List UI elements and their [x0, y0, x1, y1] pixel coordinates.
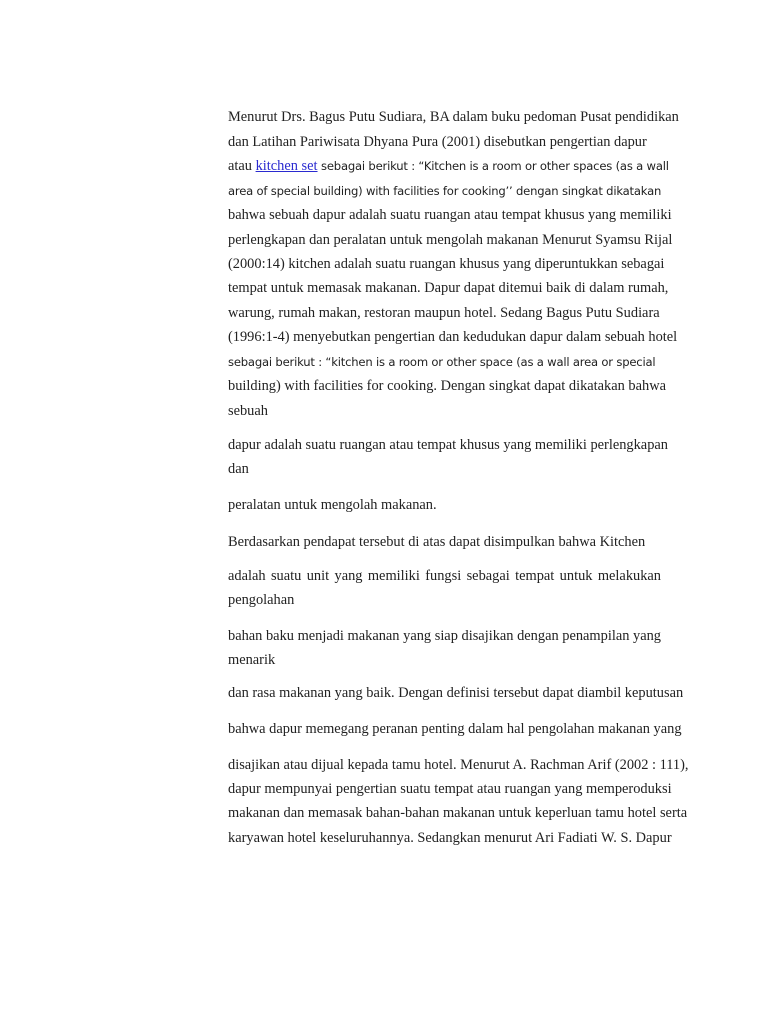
text-line: menarik — [228, 652, 276, 668]
text-line: karyawan hotel keseluruhannya. Sedangkan menurut Ari Fadiati W. S. Dapur — [228, 830, 672, 846]
text-line: dapur adalah suatu ruangan atau tempat khusus yang memiliki perlengkapan — [228, 437, 668, 453]
text-line: peralatan untuk mengolah makanan. — [228, 497, 437, 513]
text-line: pengolahan — [228, 592, 295, 608]
text-line: building) with facilities for cooking. Dengan singkat dapat dikatakan bahwa — [228, 378, 666, 394]
text-line — [228, 157, 669, 175]
text-line: dan rasa makanan yang baik. Dengan definisi tersebut dapat diambil keputusan — [228, 685, 684, 701]
text-line: perlengkapan dan peralatan untuk mengolah makanan Menurut Syamsu Rijal — [228, 232, 673, 248]
text-line: area of special building) with facilities for cooking’’ dengan singkat dikatakan — [228, 184, 662, 198]
text-line: adalah suatu unit yang memiliki fungsi sebagai tempat untuk melakukan — [228, 568, 661, 584]
text-segment: sebagai berikut : “Kitchen is a room or other spaces (as a wall — [317, 159, 669, 173]
text-line: warung, rumah makan, restoran maupun hotel. Sedang Bagus Putu Sudiara — [228, 305, 660, 321]
text-line: makanan dan memasak bahan-bahan makanan untuk keperluan tamu hotel serta — [228, 805, 688, 821]
text-line: bahan baku menjadi makanan yang siap disajikan dengan penampilan yang — [228, 628, 661, 644]
text-line: (2000:14) kitchen adalah suatu ruangan khusus yang diperuntukkan sebagai — [228, 256, 665, 272]
text-line: bahwa sebuah dapur adalah suatu ruangan atau tempat khusus yang memiliki — [228, 207, 672, 223]
text-line: (1996:1-4) menyebutkan pengertian dan kedudukan dapur dalam sebuah hotel — [228, 329, 678, 345]
text-line: disajikan atau dijual kepada tamu hotel. Menurut A. Rachman Arif (2002 : 111), — [228, 757, 689, 773]
text-segment: atau — [228, 158, 256, 174]
text-line: bahwa dapur memegang peranan penting dalam hal pengolahan makanan yang — [228, 721, 682, 737]
kitchen-set-link[interactable]: kitchen set — [255, 158, 318, 174]
text-line: sebuah — [228, 403, 268, 419]
text-line: dapur mempunyai pengertian suatu tempat atau ruangan yang memperoduksi — [228, 781, 672, 797]
text-line: tempat untuk memasak makanan. Dapur dapat ditemui baik di dalam rumah, — [228, 280, 669, 296]
text-line: Menurut Drs. Bagus Putu Sudiara, BA dalam buku pedoman Pusat pendidikan — [228, 109, 679, 125]
text-line: dan — [228, 461, 249, 477]
text-line: sebagai berikut : “kitchen is a room or other space (as a wall area or special — [228, 355, 656, 369]
text-line: Berdasarkan pendapat tersebut di atas dapat disimpulkan bahwa Kitchen — [228, 534, 646, 550]
text-line: dan Latihan Pariwisata Dhyana Pura (2001) disebutkan pengertian dapur — [228, 134, 647, 150]
